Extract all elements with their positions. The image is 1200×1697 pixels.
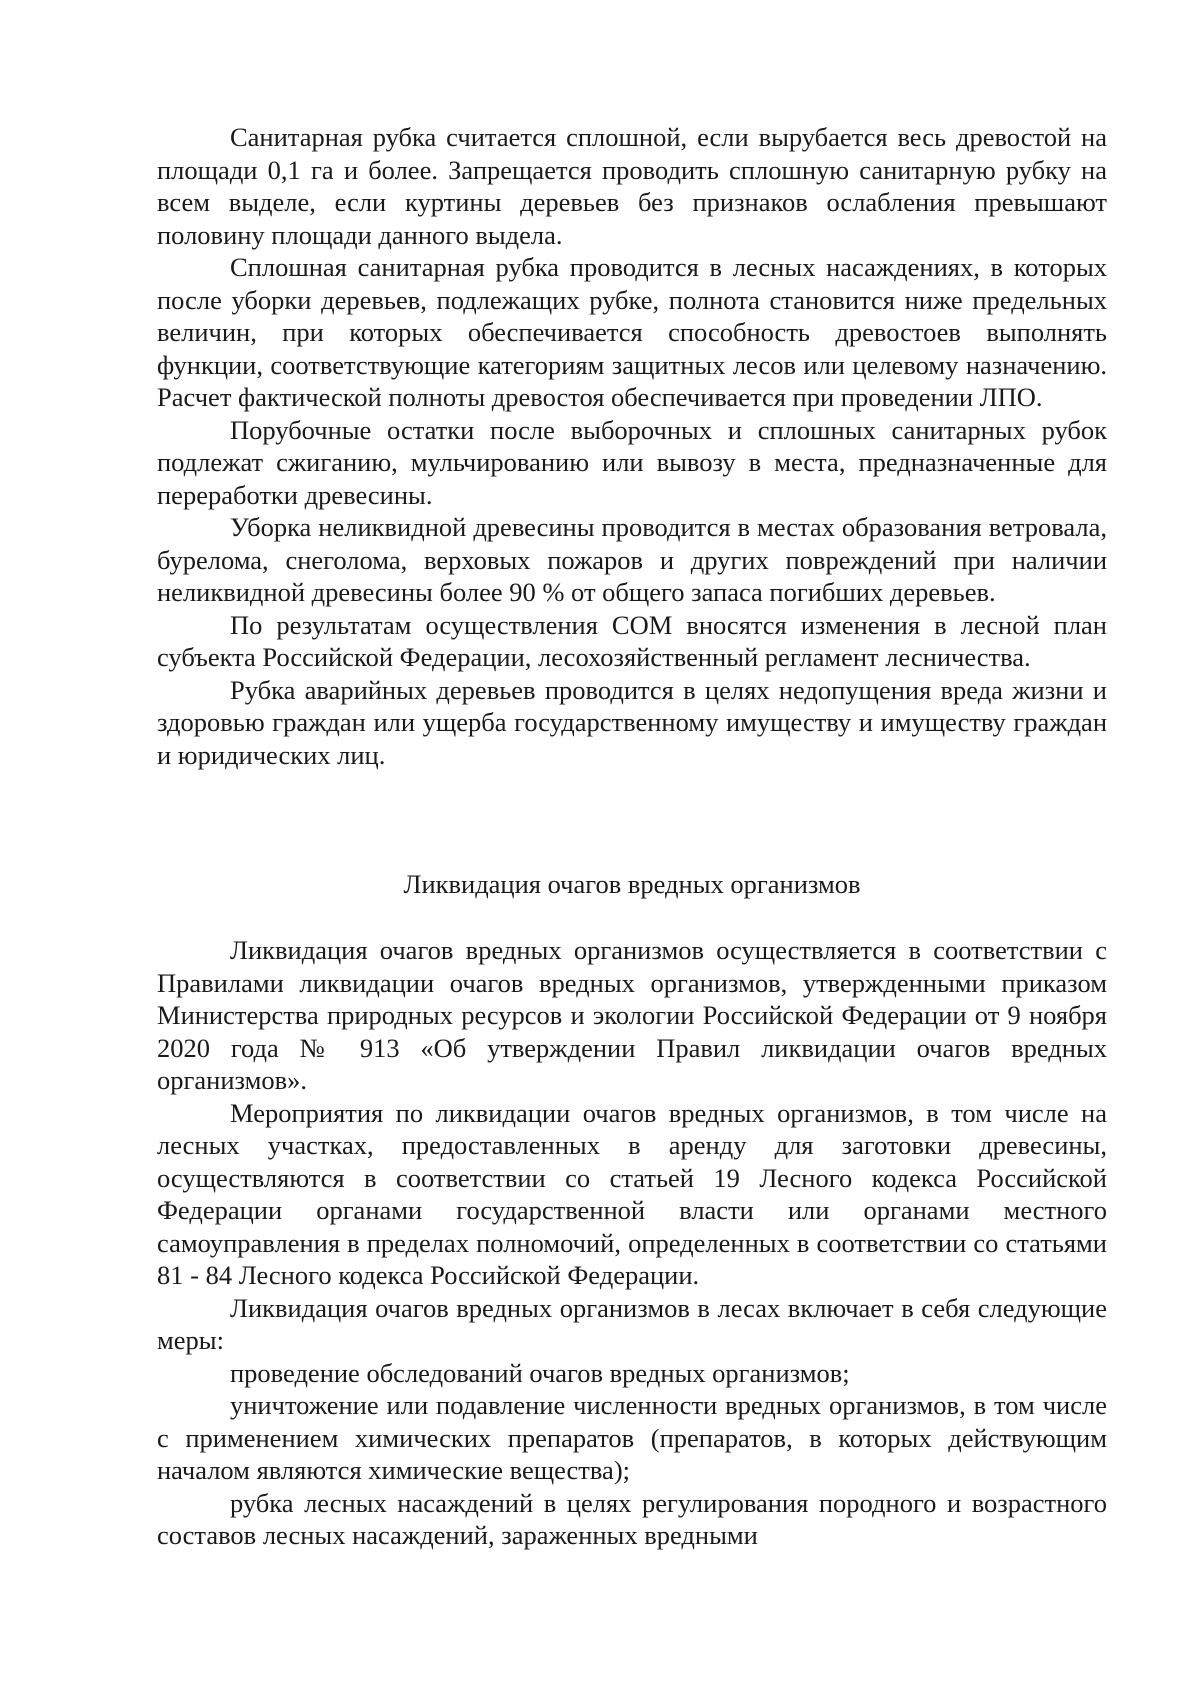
list-item: рубка лесных насаждений в целях регулирования породного и возрастного составов лесных насаждений, зараженных вредными <box>157 1487 1107 1550</box>
paragraph: Ликвидация очагов вредных организмов осуществляется в соответствии с Правилами ликвидации очагов вредных организмов, утвержденными приказом Министерства природных ресурсов и экологии Российской Федерации от 9 ноября 2020 года № 913 «Об утверждении Правил ликвидации очагов вредных организмов». <box>157 935 1107 1095</box>
paragraph: Уборка неликвидной древесины проводится в местах образования ветровала, бурелома, снеголома, верховых пожаров и других повреждений при наличии неликвидной древесины более 90 % от общего запаса погибших деревьев. <box>157 512 1107 607</box>
list-item: уничтожение или подавление численности вредных организмов, в том числе с применением химических препаратов (препаратов, в которых действующим началом являются химические вещества); <box>157 1390 1107 1485</box>
paragraph: По результатам осуществления СОМ вносятся изменения в лесной план субъекта Российской Федерации, лесохозяйственный регламент лесничества. <box>157 609 1107 672</box>
paragraph: Мероприятия по ликвидации очагов вредных организмов, в том числе на лесных участках, предоставленных в аренду для заготовки древесины, осуществляются в соответствии со статьей 19 Лесного кодекса Российской Федерации органами государственной власти или органами местного самоуправления в пределах полномочий, определенных в соответствии со статьями 81 - 84 Лесного кодекса Российской Федерации. <box>157 1097 1107 1290</box>
section-2-body <box>157 934 1107 1552</box>
paragraph: Сплошная санитарная рубка проводится в лесных насаждениях, в которых после уборки деревьев, подлежащих рубке, полнота становится ниже предельных величин, при которых обеспечивается способность древостоев выполнять функции, соответствующие категориям защитных лесов или целевому назначению. Расчет фактической полноты древостоя обеспечивается при проведении ЛПО. <box>157 252 1107 412</box>
paragraph: Порубочные остатки после выборочных и сплошных санитарных рубок подлежат сжиганию, мульчированию или вывозу в места, предназначенные для переработки древесины. <box>157 414 1107 510</box>
section-heading: Ликвидация очагов вредных организмов <box>403 869 861 899</box>
paragraph: Санитарная рубка считается сплошной, если вырубается весь древостой на площади 0,1 га и более. Запрещается проводить сплошную санитарную рубку на всем выделе, если куртины деревьев без признаков ослабления превышают половину площади данного выдела. <box>157 122 1107 250</box>
section-1-body <box>157 121 1107 771</box>
list-item: проведение обследований очагов вредных организмов; <box>230 1357 850 1388</box>
paragraph: Ликвидация очагов вредных организмов в лесах включает в себя следующие меры: <box>157 1292 1107 1355</box>
paragraph: Рубка аварийных деревьев проводится в целях недопущения вреда жизни и здоровью граждан или ущерба государственному имуществу и имуществу граждан и юридических лиц. <box>157 674 1107 770</box>
